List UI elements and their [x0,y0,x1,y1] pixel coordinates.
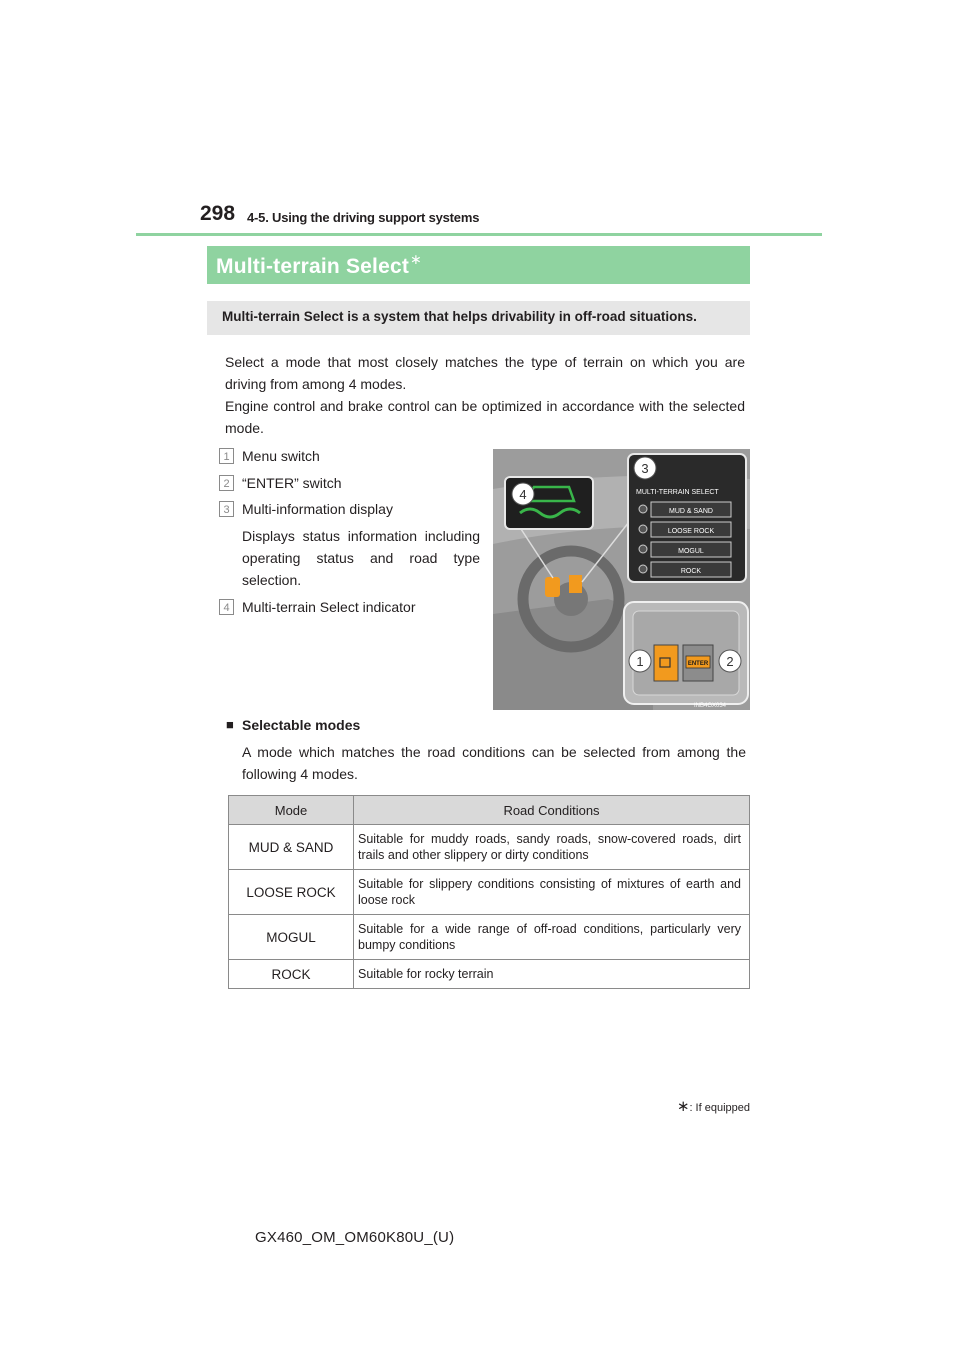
mode-option-label-mud-sand: MUD & SAND [669,508,713,515]
intro-paragraph-1: Select a mode that most closely matches the type of terrain on which you are driving from among 4 modes. [225,354,745,392]
item-label-display: Multi-information display [242,501,393,517]
footnote-star-icon: ∗ [676,1098,690,1115]
condition-cell: Suitable for muddy roads, sandy roads, snow-covered roads, dirt trails and other slippery or dirty conditions [354,825,750,870]
mode-dot-mud-sand [639,505,647,513]
selectable-modes-desc: A mode which matches the road conditions can be selected from among the following 4 modes. [242,744,746,782]
indicator-highlight-icon [545,577,560,597]
mode-option-label-rock: ROCK [680,568,702,575]
callout-number-2: 2 [726,654,734,669]
condition-cell: Suitable for a wide range of off-road conditions, particularly very bumpy conditions [354,915,750,960]
table-header-row [229,796,750,825]
table-row [229,825,750,870]
section-title: 4-5. Using the driving support systems [247,210,480,225]
mode-cell: MOGUL [229,915,354,960]
item-label-menu-switch: Menu switch [242,448,320,464]
mode-cell: LOOSE ROCK [229,870,354,915]
item-desc-display: Displays status information including operating status and road type selection. [242,528,480,588]
table-row [229,870,750,915]
footnote-text: : If equipped [689,1102,750,1114]
if-equipped-marker: ∗ [410,251,422,267]
display-highlight-icon [569,575,582,593]
mode-option-label-mogul: MOGUL [678,548,704,555]
table-row [229,915,750,960]
footnote [640,1097,750,1115]
document-code: GX460_OM_OM60K80U_(U) [255,1229,455,1246]
selectable-modes-heading: Selectable modes [242,717,361,733]
enter-switch-label: ENTER [687,661,709,667]
condition-cell: Suitable for slippery conditions consisting of mixtures of earth and loose rock [354,870,750,915]
condition-cell: Suitable for rocky terrain [354,960,750,989]
display-header-text: MULTI-TERRAIN SELECT [636,489,719,496]
callout-number-3: 3 [641,461,649,476]
table-row [229,960,750,989]
item-label-indicator: Multi-terrain Select indicator [242,599,416,615]
bullet-square-icon: ■ [226,717,234,732]
intro-paragraph-2: Engine control and brake control can be optimized in accordance with the selected mode. [225,398,745,436]
title-text: Multi-terrain Select [216,255,410,278]
figure-code: INB4GX034 [694,703,727,709]
mode-dot-mogul [639,545,647,553]
dashboard-illustration [493,449,750,710]
dashboard-svg [493,449,750,710]
item-label-enter-switch: “ENTER” switch [242,475,342,491]
header-mode: Mode [229,796,354,825]
callout-number-1: 1 [636,654,644,669]
callout-number-4: 4 [519,487,527,502]
header-road-conditions: Road Conditions [354,796,750,825]
menu-switch [654,645,678,681]
mode-option-label-loose-rock: LOOSE ROCK [667,528,715,535]
mode-dot-rock [639,565,647,573]
page-title [216,251,422,279]
mode-cell: MUD & SAND [229,825,354,870]
item-number-4: 4 [219,599,234,615]
item-number-3: 3 [219,501,234,517]
summary-text: Multi-terrain Select is a system that helps drivability in off-road situations. [222,309,697,324]
item-number-2: 2 [219,475,234,491]
page-number: 298 [200,202,236,225]
modes-table [228,795,750,989]
header-rule [136,233,822,236]
mode-dot-loose-rock [639,525,647,533]
item-number-1: 1 [219,448,234,464]
mode-cell: ROCK [229,960,354,989]
